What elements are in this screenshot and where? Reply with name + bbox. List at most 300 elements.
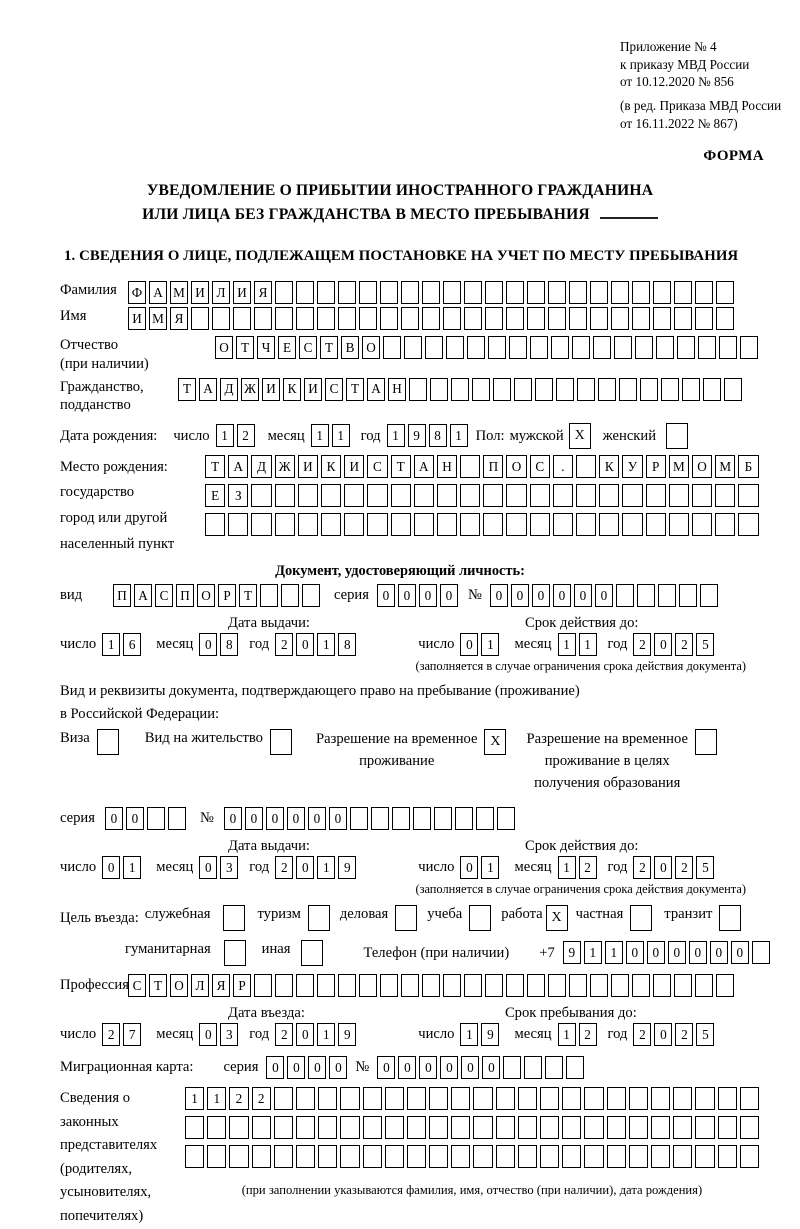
char-cell[interactable] — [740, 1116, 759, 1139]
char-cell[interactable] — [530, 484, 550, 507]
char-cell[interactable] — [646, 484, 666, 507]
char-cell[interactable] — [472, 378, 490, 401]
char-cell[interactable] — [496, 1145, 515, 1168]
char-cell[interactable] — [530, 336, 548, 359]
char-cell[interactable]: 1 — [481, 856, 499, 879]
char-cell[interactable] — [703, 378, 721, 401]
char-cell[interactable] — [527, 974, 545, 997]
char-cell[interactable] — [598, 378, 616, 401]
char-cell[interactable]: 1 — [584, 941, 602, 964]
char-cell[interactable] — [296, 281, 314, 304]
char-cell[interactable] — [380, 281, 398, 304]
char-cell[interactable] — [619, 378, 637, 401]
char-cell[interactable] — [385, 1116, 404, 1139]
char-cell[interactable] — [553, 484, 573, 507]
char-cell[interactable] — [425, 336, 443, 359]
char-cell[interactable] — [682, 378, 700, 401]
char-cell[interactable] — [443, 307, 461, 330]
char-cell[interactable]: 0 — [105, 807, 123, 830]
identity-expiry-month-cells[interactable] — [558, 633, 597, 656]
char-cell[interactable] — [566, 1056, 584, 1079]
entry-day-cells[interactable] — [102, 1023, 141, 1046]
char-cell[interactable]: Я — [254, 281, 272, 304]
char-cell[interactable] — [147, 807, 165, 830]
birth-month-cells[interactable] — [311, 424, 350, 447]
char-cell[interactable]: 5 — [696, 856, 714, 879]
stay-month-cells[interactable] — [558, 1023, 597, 1046]
char-cell[interactable] — [576, 513, 596, 536]
char-cell[interactable] — [460, 513, 480, 536]
char-cell[interactable] — [540, 1145, 559, 1168]
char-cell[interactable] — [485, 974, 503, 997]
char-cell[interactable] — [677, 336, 695, 359]
purpose-gumanitarnaya-checkbox[interactable] — [224, 940, 246, 966]
char-cell[interactable] — [553, 513, 573, 536]
char-cell[interactable] — [407, 1087, 426, 1110]
char-cell[interactable] — [451, 1145, 470, 1168]
patronymic-cells[interactable] — [215, 336, 758, 359]
char-cell[interactable] — [391, 513, 411, 536]
char-cell[interactable] — [535, 378, 553, 401]
char-cell[interactable] — [340, 1145, 359, 1168]
char-cell[interactable]: 1 — [481, 633, 499, 656]
char-cell[interactable] — [695, 307, 713, 330]
temp-residence-edu-checkbox[interactable] — [695, 729, 717, 755]
char-cell[interactable]: 0 — [377, 584, 395, 607]
char-cell[interactable] — [669, 484, 689, 507]
char-cell[interactable]: Н — [437, 455, 457, 478]
char-cell[interactable]: М — [715, 455, 735, 478]
char-cell[interactable] — [716, 281, 734, 304]
char-cell[interactable]: 0 — [296, 856, 314, 879]
char-cell[interactable]: 2 — [675, 1023, 693, 1046]
char-cell[interactable] — [562, 1087, 581, 1110]
char-cell[interactable]: 9 — [481, 1023, 499, 1046]
representatives-cells-line2[interactable] — [185, 1116, 759, 1139]
char-cell[interactable] — [281, 584, 299, 607]
temp-residence-checkbox[interactable]: X — [484, 729, 506, 755]
identity-number-cells[interactable] — [490, 584, 718, 607]
char-cell[interactable] — [473, 1087, 492, 1110]
char-cell[interactable]: Л — [212, 281, 230, 304]
char-cell[interactable]: 2 — [633, 1023, 651, 1046]
char-cell[interactable] — [350, 807, 368, 830]
identity-kind-cells[interactable] — [113, 584, 320, 607]
char-cell[interactable]: 0 — [245, 807, 263, 830]
char-cell[interactable] — [673, 1087, 692, 1110]
char-cell[interactable] — [674, 974, 692, 997]
char-cell[interactable]: 0 — [126, 807, 144, 830]
char-cell[interactable]: 1 — [317, 856, 335, 879]
purpose-delovaya-checkbox[interactable] — [395, 905, 417, 931]
char-cell[interactable] — [401, 974, 419, 997]
char-cell[interactable]: 2 — [237, 424, 255, 447]
char-cell[interactable] — [632, 974, 650, 997]
char-cell[interactable]: М — [170, 281, 188, 304]
char-cell[interactable]: 0 — [440, 1056, 458, 1079]
char-cell[interactable] — [695, 1116, 714, 1139]
char-cell[interactable]: М — [149, 307, 167, 330]
char-cell[interactable] — [338, 281, 356, 304]
char-cell[interactable]: Л — [191, 974, 209, 997]
char-cell[interactable] — [407, 1116, 426, 1139]
char-cell[interactable]: 0 — [329, 1056, 347, 1079]
char-cell[interactable] — [321, 484, 341, 507]
char-cell[interactable] — [317, 307, 335, 330]
char-cell[interactable] — [695, 1087, 714, 1110]
char-cell[interactable] — [700, 584, 718, 607]
char-cell[interactable] — [254, 307, 272, 330]
char-cell[interactable]: 0 — [199, 633, 217, 656]
char-cell[interactable] — [318, 1145, 337, 1168]
residence-number-cells[interactable] — [224, 807, 515, 830]
phone-cells[interactable] — [563, 941, 770, 964]
char-cell[interactable] — [401, 307, 419, 330]
char-cell[interactable]: 2 — [275, 856, 293, 879]
char-cell[interactable]: 1 — [317, 633, 335, 656]
char-cell[interactable] — [359, 281, 377, 304]
char-cell[interactable]: 0 — [377, 1056, 395, 1079]
char-cell[interactable] — [429, 1116, 448, 1139]
char-cell[interactable] — [584, 1087, 603, 1110]
char-cell[interactable] — [716, 974, 734, 997]
char-cell[interactable]: Т — [178, 378, 196, 401]
char-cell[interactable]: 7 — [123, 1023, 141, 1046]
char-cell[interactable] — [629, 1145, 648, 1168]
char-cell[interactable]: 1 — [558, 633, 576, 656]
char-cell[interactable] — [679, 584, 697, 607]
char-cell[interactable] — [212, 307, 230, 330]
char-cell[interactable] — [385, 1087, 404, 1110]
char-cell[interactable] — [506, 281, 524, 304]
char-cell[interactable]: 8 — [429, 424, 447, 447]
char-cell[interactable] — [599, 513, 619, 536]
char-cell[interactable] — [629, 1116, 648, 1139]
char-cell[interactable] — [718, 1145, 737, 1168]
char-cell[interactable]: 1 — [450, 424, 468, 447]
char-cell[interactable]: А — [367, 378, 385, 401]
char-cell[interactable] — [518, 1116, 537, 1139]
residence-issue-month-cells[interactable] — [199, 856, 238, 879]
char-cell[interactable] — [497, 807, 515, 830]
char-cell[interactable]: П — [483, 455, 503, 478]
char-cell[interactable]: 1 — [123, 856, 141, 879]
char-cell[interactable] — [590, 974, 608, 997]
char-cell[interactable] — [715, 484, 735, 507]
char-cell[interactable] — [391, 484, 411, 507]
char-cell[interactable] — [635, 336, 653, 359]
char-cell[interactable] — [740, 1087, 759, 1110]
char-cell[interactable]: 9 — [338, 856, 356, 879]
char-cell[interactable]: 0 — [266, 807, 284, 830]
char-cell[interactable] — [530, 513, 550, 536]
char-cell[interactable] — [483, 484, 503, 507]
char-cell[interactable] — [298, 513, 318, 536]
char-cell[interactable]: 0 — [532, 584, 550, 607]
char-cell[interactable]: 0 — [308, 807, 326, 830]
identity-issue-day-cells[interactable] — [102, 633, 141, 656]
char-cell[interactable]: Т — [205, 455, 225, 478]
char-cell[interactable] — [229, 1145, 248, 1168]
char-cell[interactable] — [569, 307, 587, 330]
char-cell[interactable]: 0 — [654, 856, 672, 879]
char-cell[interactable] — [740, 1145, 759, 1168]
char-cell[interactable] — [719, 336, 737, 359]
char-cell[interactable] — [274, 1116, 293, 1139]
residence-expiry-year-cells[interactable] — [633, 856, 714, 879]
char-cell[interactable]: 0 — [296, 1023, 314, 1046]
char-cell[interactable]: Т — [346, 378, 364, 401]
char-cell[interactable] — [540, 1087, 559, 1110]
char-cell[interactable] — [488, 336, 506, 359]
char-cell[interactable]: 2 — [102, 1023, 120, 1046]
char-cell[interactable] — [464, 974, 482, 997]
char-cell[interactable] — [473, 1116, 492, 1139]
char-cell[interactable] — [548, 307, 566, 330]
char-cell[interactable] — [576, 484, 596, 507]
char-cell[interactable] — [422, 307, 440, 330]
char-cell[interactable] — [540, 1116, 559, 1139]
char-cell[interactable]: О — [362, 336, 380, 359]
char-cell[interactable]: 1 — [332, 424, 350, 447]
char-cell[interactable]: 1 — [579, 633, 597, 656]
visa-checkbox[interactable] — [97, 729, 119, 755]
char-cell[interactable]: 0 — [460, 633, 478, 656]
char-cell[interactable] — [404, 336, 422, 359]
char-cell[interactable]: К — [321, 455, 341, 478]
char-cell[interactable] — [254, 974, 272, 997]
char-cell[interactable] — [318, 1116, 337, 1139]
char-cell[interactable] — [545, 1056, 563, 1079]
char-cell[interactable] — [275, 307, 293, 330]
char-cell[interactable]: 2 — [675, 856, 693, 879]
char-cell[interactable]: 1 — [387, 424, 405, 447]
char-cell[interactable] — [692, 484, 712, 507]
char-cell[interactable] — [569, 974, 587, 997]
char-cell[interactable]: 0 — [647, 941, 665, 964]
char-cell[interactable]: Я — [170, 307, 188, 330]
char-cell[interactable]: И — [128, 307, 146, 330]
char-cell[interactable] — [296, 307, 314, 330]
char-cell[interactable]: С — [367, 455, 387, 478]
char-cell[interactable]: Е — [205, 484, 225, 507]
char-cell[interactable] — [653, 307, 671, 330]
char-cell[interactable]: У — [622, 455, 642, 478]
char-cell[interactable]: 0 — [574, 584, 592, 607]
char-cell[interactable] — [451, 378, 469, 401]
birth-place-cells-line1[interactable] — [205, 455, 759, 478]
birth-place-cells-line3[interactable] — [205, 513, 759, 536]
identity-issue-year-cells[interactable] — [275, 633, 356, 656]
char-cell[interactable] — [318, 1087, 337, 1110]
char-cell[interactable]: 0 — [490, 584, 508, 607]
char-cell[interactable]: Т — [149, 974, 167, 997]
char-cell[interactable]: 2 — [675, 633, 693, 656]
char-cell[interactable] — [385, 1145, 404, 1168]
char-cell[interactable] — [506, 307, 524, 330]
char-cell[interactable] — [185, 1145, 204, 1168]
char-cell[interactable] — [401, 281, 419, 304]
char-cell[interactable]: 1 — [317, 1023, 335, 1046]
char-cell[interactable] — [409, 378, 427, 401]
char-cell[interactable]: 2 — [579, 856, 597, 879]
char-cell[interactable] — [407, 1145, 426, 1168]
char-cell[interactable] — [275, 484, 295, 507]
char-cell[interactable] — [740, 336, 758, 359]
char-cell[interactable] — [651, 1145, 670, 1168]
char-cell[interactable]: О — [170, 974, 188, 997]
char-cell[interactable]: О — [692, 455, 712, 478]
char-cell[interactable] — [593, 336, 611, 359]
char-cell[interactable] — [518, 1145, 537, 1168]
char-cell[interactable] — [383, 336, 401, 359]
char-cell[interactable]: С — [325, 378, 343, 401]
char-cell[interactable] — [455, 807, 473, 830]
sex-male-checkbox[interactable]: X — [569, 423, 591, 449]
identity-series-cells[interactable] — [377, 584, 458, 607]
char-cell[interactable]: 0 — [102, 856, 120, 879]
char-cell[interactable] — [321, 513, 341, 536]
char-cell[interactable] — [317, 974, 335, 997]
char-cell[interactable]: Ч — [257, 336, 275, 359]
char-cell[interactable]: 0 — [287, 1056, 305, 1079]
char-cell[interactable]: 9 — [408, 424, 426, 447]
char-cell[interactable]: 0 — [287, 807, 305, 830]
entry-month-cells[interactable] — [199, 1023, 238, 1046]
char-cell[interactable] — [503, 1056, 521, 1079]
char-cell[interactable] — [340, 1087, 359, 1110]
char-cell[interactable]: 0 — [668, 941, 686, 964]
char-cell[interactable] — [380, 307, 398, 330]
birth-year-cells[interactable] — [387, 424, 468, 447]
char-cell[interactable] — [716, 307, 734, 330]
char-cell[interactable] — [233, 307, 251, 330]
char-cell[interactable]: 0 — [266, 1056, 284, 1079]
char-cell[interactable]: 0 — [654, 1023, 672, 1046]
char-cell[interactable] — [363, 1087, 382, 1110]
char-cell[interactable] — [460, 455, 480, 478]
char-cell[interactable] — [651, 1087, 670, 1110]
char-cell[interactable]: 0 — [329, 807, 347, 830]
char-cell[interactable] — [584, 1116, 603, 1139]
char-cell[interactable] — [551, 336, 569, 359]
char-cell[interactable] — [467, 336, 485, 359]
char-cell[interactable]: 0 — [553, 584, 571, 607]
char-cell[interactable]: А — [134, 584, 152, 607]
char-cell[interactable] — [205, 513, 225, 536]
char-cell[interactable] — [483, 513, 503, 536]
char-cell[interactable] — [260, 584, 278, 607]
char-cell[interactable]: 1 — [207, 1087, 226, 1110]
residence-series-cells[interactable] — [105, 807, 186, 830]
char-cell[interactable] — [674, 281, 692, 304]
char-cell[interactable]: Ф — [128, 281, 146, 304]
char-cell[interactable]: С — [155, 584, 173, 607]
char-cell[interactable] — [344, 484, 364, 507]
char-cell[interactable] — [607, 1087, 626, 1110]
char-cell[interactable] — [296, 1145, 315, 1168]
char-cell[interactable] — [228, 513, 248, 536]
char-cell[interactable]: 0 — [224, 807, 242, 830]
char-cell[interactable]: 0 — [689, 941, 707, 964]
char-cell[interactable] — [485, 307, 503, 330]
char-cell[interactable]: С — [128, 974, 146, 997]
char-cell[interactable] — [496, 1087, 515, 1110]
char-cell[interactable] — [661, 378, 679, 401]
char-cell[interactable] — [752, 941, 770, 964]
char-cell[interactable]: 0 — [460, 856, 478, 879]
identity-issue-month-cells[interactable] — [199, 633, 238, 656]
char-cell[interactable]: К — [599, 455, 619, 478]
char-cell[interactable] — [296, 1116, 315, 1139]
residence-issue-day-cells[interactable] — [102, 856, 141, 879]
char-cell[interactable]: 2 — [275, 1023, 293, 1046]
purpose-inaya-checkbox[interactable] — [301, 940, 323, 966]
char-cell[interactable] — [632, 307, 650, 330]
char-cell[interactable] — [590, 281, 608, 304]
char-cell[interactable] — [572, 336, 590, 359]
char-cell[interactable] — [429, 1145, 448, 1168]
char-cell[interactable] — [506, 484, 526, 507]
char-cell[interactable] — [296, 974, 314, 997]
char-cell[interactable] — [590, 307, 608, 330]
char-cell[interactable]: 1 — [558, 1023, 576, 1046]
stay-day-cells[interactable] — [460, 1023, 499, 1046]
char-cell[interactable]: 0 — [308, 1056, 326, 1079]
char-cell[interactable]: Д — [251, 455, 271, 478]
char-cell[interactable] — [607, 1116, 626, 1139]
purpose-ucheba-checkbox[interactable] — [469, 905, 491, 931]
char-cell[interactable]: 0 — [595, 584, 613, 607]
char-cell[interactable]: 0 — [731, 941, 749, 964]
char-cell[interactable] — [527, 307, 545, 330]
char-cell[interactable] — [640, 378, 658, 401]
char-cell[interactable] — [611, 974, 629, 997]
char-cell[interactable] — [296, 1087, 315, 1110]
char-cell[interactable] — [698, 336, 716, 359]
char-cell[interactable]: 0 — [626, 941, 644, 964]
char-cell[interactable]: 1 — [102, 633, 120, 656]
residence-expiry-month-cells[interactable] — [558, 856, 597, 879]
char-cell[interactable] — [695, 974, 713, 997]
char-cell[interactable] — [622, 484, 642, 507]
char-cell[interactable]: 0 — [482, 1056, 500, 1079]
char-cell[interactable] — [673, 1145, 692, 1168]
char-cell[interactable] — [496, 1116, 515, 1139]
char-cell[interactable] — [651, 1116, 670, 1139]
char-cell[interactable] — [653, 281, 671, 304]
char-cell[interactable] — [274, 1145, 293, 1168]
birth-place-cells-line2[interactable] — [205, 484, 759, 507]
char-cell[interactable] — [646, 513, 666, 536]
char-cell[interactable] — [275, 974, 293, 997]
char-cell[interactable] — [392, 807, 410, 830]
char-cell[interactable]: 0 — [296, 633, 314, 656]
representatives-cells-line3[interactable] — [185, 1145, 759, 1168]
char-cell[interactable]: И — [262, 378, 280, 401]
stay-year-cells[interactable] — [633, 1023, 714, 1046]
char-cell[interactable]: 0 — [440, 584, 458, 607]
char-cell[interactable] — [363, 1116, 382, 1139]
char-cell[interactable] — [524, 1056, 542, 1079]
char-cell[interactable]: И — [298, 455, 318, 478]
char-cell[interactable]: Н — [388, 378, 406, 401]
char-cell[interactable]: 5 — [696, 1023, 714, 1046]
purpose-turizm-checkbox[interactable] — [308, 905, 330, 931]
char-cell[interactable] — [622, 513, 642, 536]
char-cell[interactable] — [509, 336, 527, 359]
char-cell[interactable] — [718, 1116, 737, 1139]
